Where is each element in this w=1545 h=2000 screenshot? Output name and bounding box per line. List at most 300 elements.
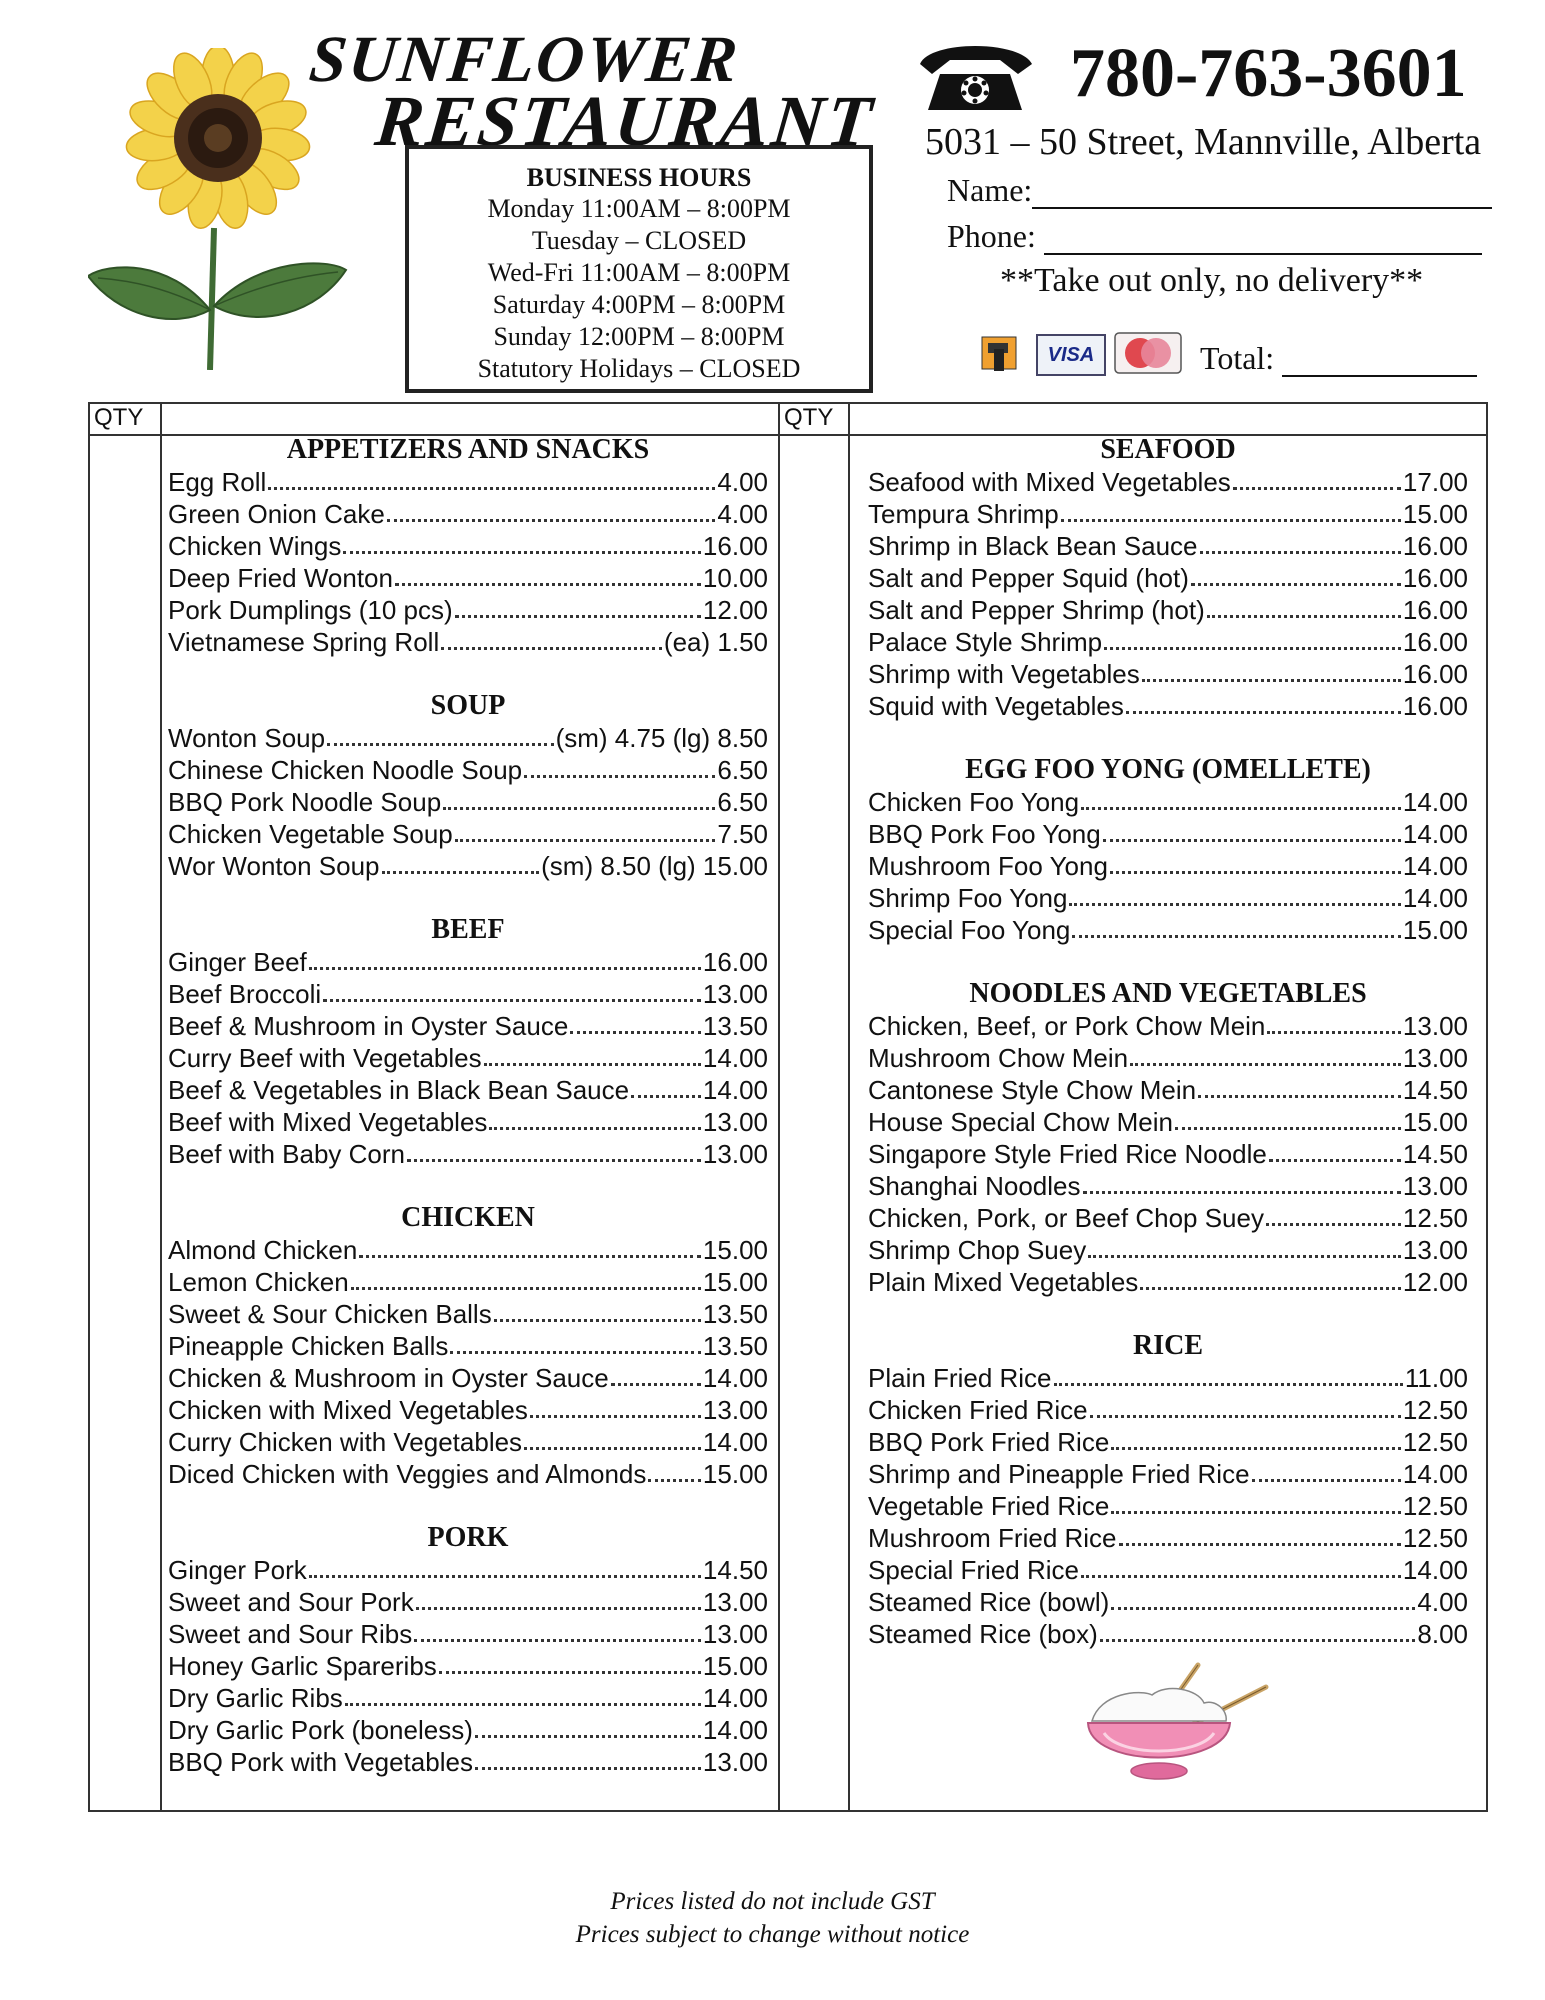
section-title: SOUP	[430, 690, 506, 721]
dot-leader	[475, 1735, 701, 1738]
dot-leader	[1083, 1191, 1401, 1194]
dot-leader	[1081, 1575, 1401, 1578]
item-name: Tempura Shrimp	[868, 499, 1059, 529]
item-price: 13.00	[702, 1619, 768, 1649]
item-price: 14.00	[1402, 787, 1468, 817]
menu-item[interactable]	[868, 562, 1468, 594]
section-title: RICE	[1132, 1330, 1203, 1361]
hours-line: Tuesday – CLOSED	[531, 226, 747, 255]
item-price: 15.00	[702, 1235, 768, 1265]
item-price: 14.00	[702, 1363, 768, 1393]
item-price: 13.00	[702, 1107, 768, 1137]
item-name: Shanghai Noodles	[868, 1171, 1081, 1201]
item-name: Chicken Vegetable Soup	[168, 819, 453, 849]
item-price: 16.00	[1402, 563, 1468, 593]
menu-item[interactable]	[868, 786, 1468, 818]
item-name: Pork Dumplings (10 pcs)	[168, 595, 453, 625]
item-name: Egg Roll	[168, 467, 267, 497]
dot-leader	[1140, 1287, 1401, 1290]
item-price: 15.00	[1402, 1107, 1468, 1137]
dot-leader	[1103, 839, 1401, 842]
dot-leader	[489, 1127, 701, 1130]
title-line-1: SUNFLOWER	[306, 23, 743, 96]
item-name: Mushroom Chow Mein	[868, 1043, 1129, 1073]
section-title: EGG FOO YONG (OMELLETE)	[965, 754, 1371, 785]
dot-leader	[387, 519, 716, 522]
item-name: Ginger Beef	[168, 947, 307, 977]
item-price: 14.00	[702, 1715, 768, 1745]
item-price: 13.00	[702, 1139, 768, 1169]
menu-section	[868, 434, 1468, 722]
dot-leader	[416, 1607, 701, 1610]
item-name: Diced Chicken with Veggies and Almonds	[168, 1459, 647, 1489]
menu-item[interactable]	[168, 562, 768, 594]
item-price: 15.00	[702, 1459, 768, 1489]
dot-leader	[345, 1703, 701, 1706]
menu-item[interactable]	[168, 1106, 768, 1138]
dot-leader	[1267, 1031, 1401, 1034]
dot-leader	[1233, 487, 1401, 490]
menu-item[interactable]	[168, 626, 768, 658]
item-name: BBQ Pork with Vegetables	[168, 1747, 473, 1777]
menu-item[interactable]	[868, 1394, 1468, 1426]
dot-leader	[1054, 1383, 1403, 1386]
dot-leader	[631, 1095, 701, 1098]
item-price: 8.00	[1417, 1619, 1468, 1649]
item-name: Steamed Rice (bowl)	[868, 1587, 1110, 1617]
qty-header-left: QTY	[94, 404, 144, 431]
item-name: Beef with Baby Corn	[168, 1139, 406, 1169]
footer	[0, 1885, 1545, 1951]
item-price: 10.00	[702, 563, 768, 593]
menu-section	[868, 978, 1468, 1298]
phone-label: Phone:	[947, 218, 1036, 254]
menu-item[interactable]	[868, 818, 1468, 850]
item-name: Chicken Foo Yong	[868, 787, 1080, 817]
dot-leader	[1198, 1095, 1401, 1098]
item-name: Green Onion Cake	[168, 499, 385, 529]
dot-leader	[359, 1255, 701, 1258]
total-field[interactable]	[1200, 340, 1477, 377]
dot-leader	[484, 1063, 701, 1066]
dot-leader	[268, 487, 715, 490]
dot-leader	[1110, 871, 1401, 874]
footer-price-note: Prices subject to change without notice	[575, 1921, 970, 1948]
dot-leader	[1088, 1255, 1401, 1258]
menu-item[interactable]	[868, 1522, 1468, 1554]
menu-item[interactable]	[168, 1138, 768, 1170]
menu-item[interactable]	[168, 1714, 768, 1746]
item-name: Chicken, Pork, or Beef Chop Suey	[868, 1203, 1264, 1233]
menu-item[interactable]	[168, 754, 768, 786]
phone-number: 780-763-3601	[1070, 35, 1467, 112]
item-price: 16.00	[702, 531, 768, 561]
menu-item[interactable]	[868, 1362, 1468, 1394]
dot-leader	[450, 1351, 701, 1354]
item-price: 11.00	[1404, 1363, 1468, 1393]
item-name: BBQ Pork Noodle Soup	[168, 787, 442, 817]
dot-leader	[1081, 807, 1401, 810]
menu-item[interactable]	[168, 594, 768, 626]
hours-line: Saturday 4:00PM – 8:00PM	[492, 290, 786, 319]
menu-item[interactable]	[868, 850, 1468, 882]
item-name: Dry Garlic Ribs	[168, 1683, 343, 1713]
menu-item[interactable]	[168, 1586, 768, 1618]
item-price: 4.00	[717, 499, 768, 529]
item-price: 14.00	[1402, 1459, 1468, 1489]
menu-item[interactable]	[168, 1394, 768, 1426]
item-name: Ginger Pork	[168, 1555, 307, 1585]
menu-section	[168, 1202, 768, 1490]
dot-leader	[648, 1479, 701, 1482]
mastercard-icon	[1114, 332, 1182, 374]
menu-section	[868, 1330, 1468, 1650]
menu-item[interactable]	[868, 690, 1468, 722]
menu-item[interactable]	[168, 1074, 768, 1106]
menu-item[interactable]	[868, 1426, 1468, 1458]
dot-leader	[351, 1287, 701, 1290]
item-name: Special Foo Yong	[868, 915, 1071, 945]
name-field[interactable]	[947, 172, 1492, 209]
section-title: CHICKEN	[401, 1202, 535, 1233]
item-name: Chicken, Beef, or Pork Chow Mein	[868, 1011, 1266, 1041]
item-name: Singapore Style Fried Rice Noodle	[868, 1139, 1267, 1169]
menu-item[interactable]	[868, 658, 1468, 690]
item-price: 4.00	[1417, 1587, 1468, 1617]
title-line-2: RESTAURANT	[371, 81, 879, 161]
item-price: 13.50	[702, 1299, 768, 1329]
item-name: Sweet & Sour Chicken Balls	[168, 1299, 492, 1329]
menu-section	[168, 690, 768, 882]
item-price: 16.00	[1402, 595, 1468, 625]
center-divider	[778, 404, 780, 1810]
menu-item[interactable]	[868, 914, 1468, 946]
item-price: 13.00	[702, 1747, 768, 1777]
dot-leader	[439, 1671, 701, 1674]
footer-gst-note: Prices listed do not include GST	[610, 1888, 935, 1915]
dot-leader	[524, 775, 715, 778]
address: 5031 – 50 Street, Mannville, Alberta	[925, 121, 1482, 163]
item-price: (sm) 4.75 (lg) 8.50	[555, 723, 768, 753]
business-hours-heading: BUSINESS HOURS	[526, 163, 752, 192]
menu-item[interactable]	[868, 1106, 1468, 1138]
item-price: 13.00	[1402, 1043, 1468, 1073]
item-name: Chicken Wings	[168, 531, 342, 561]
item-price: (sm) 8.50 (lg) 15.00	[541, 851, 768, 881]
section-title: BEEF	[431, 914, 505, 945]
item-name: Palace Style Shrimp	[868, 627, 1103, 657]
item-name: Chicken & Mushroom in Oyster Sauce	[168, 1363, 609, 1393]
total-input-line[interactable]	[1282, 375, 1477, 377]
item-price: 4.00	[717, 467, 768, 497]
item-name: Honey Garlic Spareribs	[168, 1651, 437, 1681]
item-name: Shrimp with Vegetables	[868, 659, 1140, 689]
menu-item[interactable]	[868, 1234, 1468, 1266]
dot-leader	[1252, 1479, 1401, 1482]
item-price: (ea) 1.50	[663, 627, 768, 657]
visa-card-icon: VISA	[1036, 334, 1106, 376]
takeout-note: **Take out only, no delivery**	[1000, 262, 1424, 299]
dot-leader	[1072, 935, 1401, 938]
menu-item[interactable]	[868, 1042, 1468, 1074]
item-name: House Special Chow Mein	[868, 1107, 1173, 1137]
item-price: 12.00	[1402, 1267, 1468, 1297]
dot-leader	[1104, 647, 1401, 650]
item-price: 15.00	[702, 1651, 768, 1681]
dot-leader	[1191, 583, 1401, 586]
menu-item[interactable]	[168, 946, 768, 978]
rice-bowl-icon	[1080, 1659, 1280, 1789]
item-name: Vegetable Fried Rice	[868, 1491, 1110, 1521]
dot-leader	[382, 871, 540, 874]
menu-item[interactable]	[868, 530, 1468, 562]
item-name: Sweet and Sour Ribs	[168, 1619, 413, 1649]
item-name: BBQ Pork Foo Yong	[868, 819, 1101, 849]
item-name: Mushroom Fried Rice	[868, 1523, 1117, 1553]
menu-item[interactable]	[168, 786, 768, 818]
item-price: 13.00	[1402, 1011, 1468, 1041]
menu-item[interactable]	[168, 1682, 768, 1714]
qty-column-divider	[848, 404, 850, 1810]
dot-leader	[611, 1383, 701, 1386]
item-price: 14.00	[702, 1075, 768, 1105]
item-price: 16.00	[1402, 691, 1468, 721]
menu-item[interactable]	[868, 594, 1468, 626]
dot-leader	[443, 807, 715, 810]
dot-leader	[1111, 1511, 1401, 1514]
item-name: Beef Broccoli	[168, 979, 322, 1009]
item-name: Vietnamese Spring Roll	[168, 627, 440, 657]
menu-section	[168, 1522, 768, 1778]
menu-item[interactable]	[168, 530, 768, 562]
menu-item[interactable]	[868, 1010, 1468, 1042]
item-price: 6.50	[717, 755, 768, 785]
item-name: Lemon Chicken	[168, 1267, 349, 1297]
item-price: 14.00	[1402, 851, 1468, 881]
menu-item[interactable]	[168, 1330, 768, 1362]
name-label: Name:	[947, 172, 1033, 208]
dot-leader	[441, 647, 662, 650]
dot-leader	[1175, 1127, 1401, 1130]
right-menu-column	[868, 434, 1468, 1650]
menu-item[interactable]	[868, 466, 1468, 498]
item-name: Dry Garlic Pork (boneless)	[168, 1715, 473, 1745]
menu-item[interactable]	[168, 1650, 768, 1682]
dot-leader	[1119, 1543, 1401, 1546]
item-name: Curry Chicken with Vegetables	[168, 1427, 523, 1457]
item-name: Plain Mixed Vegetables	[868, 1267, 1139, 1297]
hours-line: Wed-Fri 11:00AM – 8:00PM	[487, 258, 791, 287]
menu-item[interactable]	[168, 1554, 768, 1586]
item-name: Curry Beef with Vegetables	[168, 1043, 482, 1073]
item-price: 7.50	[717, 819, 768, 849]
menu-item[interactable]	[168, 1746, 768, 1778]
item-price: 13.50	[702, 1331, 768, 1361]
item-price: 14.00	[1402, 819, 1468, 849]
item-name: Sweet and Sour Pork	[168, 1587, 414, 1617]
item-name: Pineapple Chicken Balls	[168, 1331, 449, 1361]
menu-item[interactable]	[868, 1618, 1468, 1650]
item-price: 12.50	[1402, 1203, 1468, 1233]
menu-item[interactable]	[868, 626, 1468, 658]
item-price: 16.00	[702, 947, 768, 977]
phone-field[interactable]	[947, 218, 1482, 255]
item-price: 15.00	[702, 1267, 768, 1297]
item-price: 14.50	[702, 1555, 768, 1585]
item-name: Steamed Rice (box)	[868, 1619, 1098, 1649]
dot-leader	[407, 1159, 701, 1162]
item-price: 16.00	[1402, 659, 1468, 689]
menu-item[interactable]	[868, 1170, 1468, 1202]
menu-item[interactable]	[868, 882, 1468, 914]
dot-leader	[524, 1447, 701, 1450]
item-name: Salt and Pepper Squid (hot)	[868, 563, 1189, 593]
item-name: Beef & Vegetables in Black Bean Sauce	[168, 1075, 630, 1105]
menu-section	[168, 434, 768, 658]
item-name: Mushroom Foo Yong	[868, 851, 1108, 881]
menu-item[interactable]	[168, 978, 768, 1010]
menu-item[interactable]	[868, 1586, 1468, 1618]
menu-item[interactable]	[168, 1234, 768, 1266]
menu-item[interactable]	[868, 1266, 1468, 1298]
item-name: Salt and Pepper Shrimp (hot)	[868, 595, 1205, 625]
item-price: 12.50	[1402, 1523, 1468, 1553]
menu-item[interactable]	[868, 1138, 1468, 1170]
menu-item[interactable]	[168, 1458, 768, 1490]
item-price: 12.50	[1402, 1427, 1468, 1457]
item-name: Shrimp Chop Suey	[868, 1235, 1087, 1265]
menu-item[interactable]	[168, 1266, 768, 1298]
total-label: Total:	[1200, 340, 1275, 376]
dot-leader	[475, 1767, 701, 1770]
hours-line: Statutory Holidays – CLOSED	[477, 354, 801, 383]
menu-item[interactable]	[168, 1298, 768, 1330]
dot-leader	[1266, 1223, 1401, 1226]
item-price: 14.50	[1402, 1139, 1468, 1169]
item-price: 14.50	[1402, 1075, 1468, 1105]
dot-leader	[1126, 711, 1401, 714]
menu-item[interactable]	[168, 498, 768, 530]
item-name: Squid with Vegetables	[868, 691, 1124, 721]
left-menu-column	[168, 434, 768, 1778]
item-name: Chicken Fried Rice	[868, 1395, 1088, 1425]
item-name: Seafood with Mixed Vegetables	[868, 467, 1231, 497]
dot-leader	[455, 839, 716, 842]
menu-item[interactable]	[868, 1074, 1468, 1106]
menu-item[interactable]	[168, 1042, 768, 1074]
menu-item[interactable]	[868, 498, 1468, 530]
menu-item[interactable]	[168, 1010, 768, 1042]
menu-item[interactable]	[168, 850, 768, 882]
item-price: 14.00	[702, 1043, 768, 1073]
dot-leader	[494, 1319, 701, 1322]
dot-leader	[395, 583, 701, 586]
menu-item[interactable]	[868, 1554, 1468, 1586]
section-title: SEAFOOD	[1100, 434, 1236, 465]
dot-leader	[1130, 1063, 1401, 1066]
item-name: Beef with Mixed Vegetables	[168, 1107, 488, 1137]
dot-leader	[1111, 1447, 1401, 1450]
item-name: Deep Fried Wonton	[168, 563, 393, 593]
phone-block	[910, 30, 1530, 120]
item-price: 16.00	[1402, 531, 1468, 561]
dot-leader	[1100, 1639, 1416, 1642]
section-title: NOODLES AND VEGETABLES	[969, 978, 1367, 1009]
business-hours-box	[405, 145, 873, 393]
item-price: 14.00	[702, 1427, 768, 1457]
dot-leader	[1142, 679, 1401, 682]
hours-line: Sunday 12:00PM – 8:00PM	[493, 322, 785, 351]
dot-leader	[1200, 551, 1401, 554]
item-name: Almond Chicken	[168, 1235, 358, 1265]
item-name: BBQ Pork Fried Rice	[868, 1427, 1110, 1457]
item-price: 13.00	[702, 1587, 768, 1617]
menu-item[interactable]	[168, 1362, 768, 1394]
item-price: 12.50	[1402, 1395, 1468, 1425]
item-name: Special Fried Rice	[868, 1555, 1079, 1585]
menu-item[interactable]	[168, 1426, 768, 1458]
dot-leader	[1269, 1159, 1401, 1162]
dot-leader	[1111, 1607, 1415, 1610]
menu-item[interactable]	[168, 818, 768, 850]
item-name: Shrimp and Pineapple Fried Rice	[868, 1459, 1250, 1489]
dot-leader	[414, 1639, 701, 1642]
dot-leader	[530, 1415, 701, 1418]
interac-card-icon	[980, 333, 1026, 373]
item-price: 17.00	[1402, 467, 1468, 497]
menu-item[interactable]	[168, 466, 768, 498]
phone-input-line[interactable]	[1044, 253, 1482, 255]
item-name: Shrimp Foo Yong	[868, 883, 1068, 913]
section-title: PORK	[427, 1522, 509, 1553]
item-name: Beef & Mushroom in Oyster Sauce	[168, 1011, 569, 1041]
menu-item[interactable]	[868, 1458, 1468, 1490]
dot-leader	[570, 1031, 701, 1034]
dot-leader	[309, 967, 701, 970]
item-price: 12.00	[702, 595, 768, 625]
item-price: 13.00	[1402, 1171, 1468, 1201]
dot-leader	[323, 999, 701, 1002]
item-name: Chicken with Mixed Vegetables	[168, 1395, 528, 1425]
menu-item[interactable]	[868, 1490, 1468, 1522]
item-price: 6.50	[717, 787, 768, 817]
dot-leader	[1207, 615, 1401, 618]
dot-leader	[1061, 519, 1401, 522]
item-name: Wor Wonton Soup	[168, 851, 380, 881]
qty-header-right: QTY	[784, 404, 834, 431]
item-name: Chinese Chicken Noodle Soup	[168, 755, 523, 785]
name-input-line[interactable]	[1032, 207, 1492, 209]
item-price: 13.00	[702, 1395, 768, 1425]
restaurant-title	[306, 22, 879, 161]
menu-item[interactable]	[168, 722, 768, 754]
dot-leader	[1069, 903, 1400, 906]
item-price: 14.00	[1402, 883, 1468, 913]
item-price: 15.00	[1402, 915, 1468, 945]
item-price: 15.00	[1402, 499, 1468, 529]
item-price: 13.50	[702, 1011, 768, 1041]
item-name: Shrimp in Black Bean Sauce	[868, 531, 1198, 561]
item-name: Plain Fried Rice	[868, 1363, 1052, 1393]
menu-item[interactable]	[168, 1618, 768, 1650]
item-price: 14.00	[1402, 1555, 1468, 1585]
dot-leader	[327, 743, 554, 746]
section-title: APPETIZERS AND SNACKS	[286, 434, 650, 465]
item-price: 13.00	[1402, 1235, 1468, 1265]
item-price: 13.00	[702, 979, 768, 1009]
menu-item[interactable]	[868, 1202, 1468, 1234]
menu-section	[868, 754, 1468, 946]
